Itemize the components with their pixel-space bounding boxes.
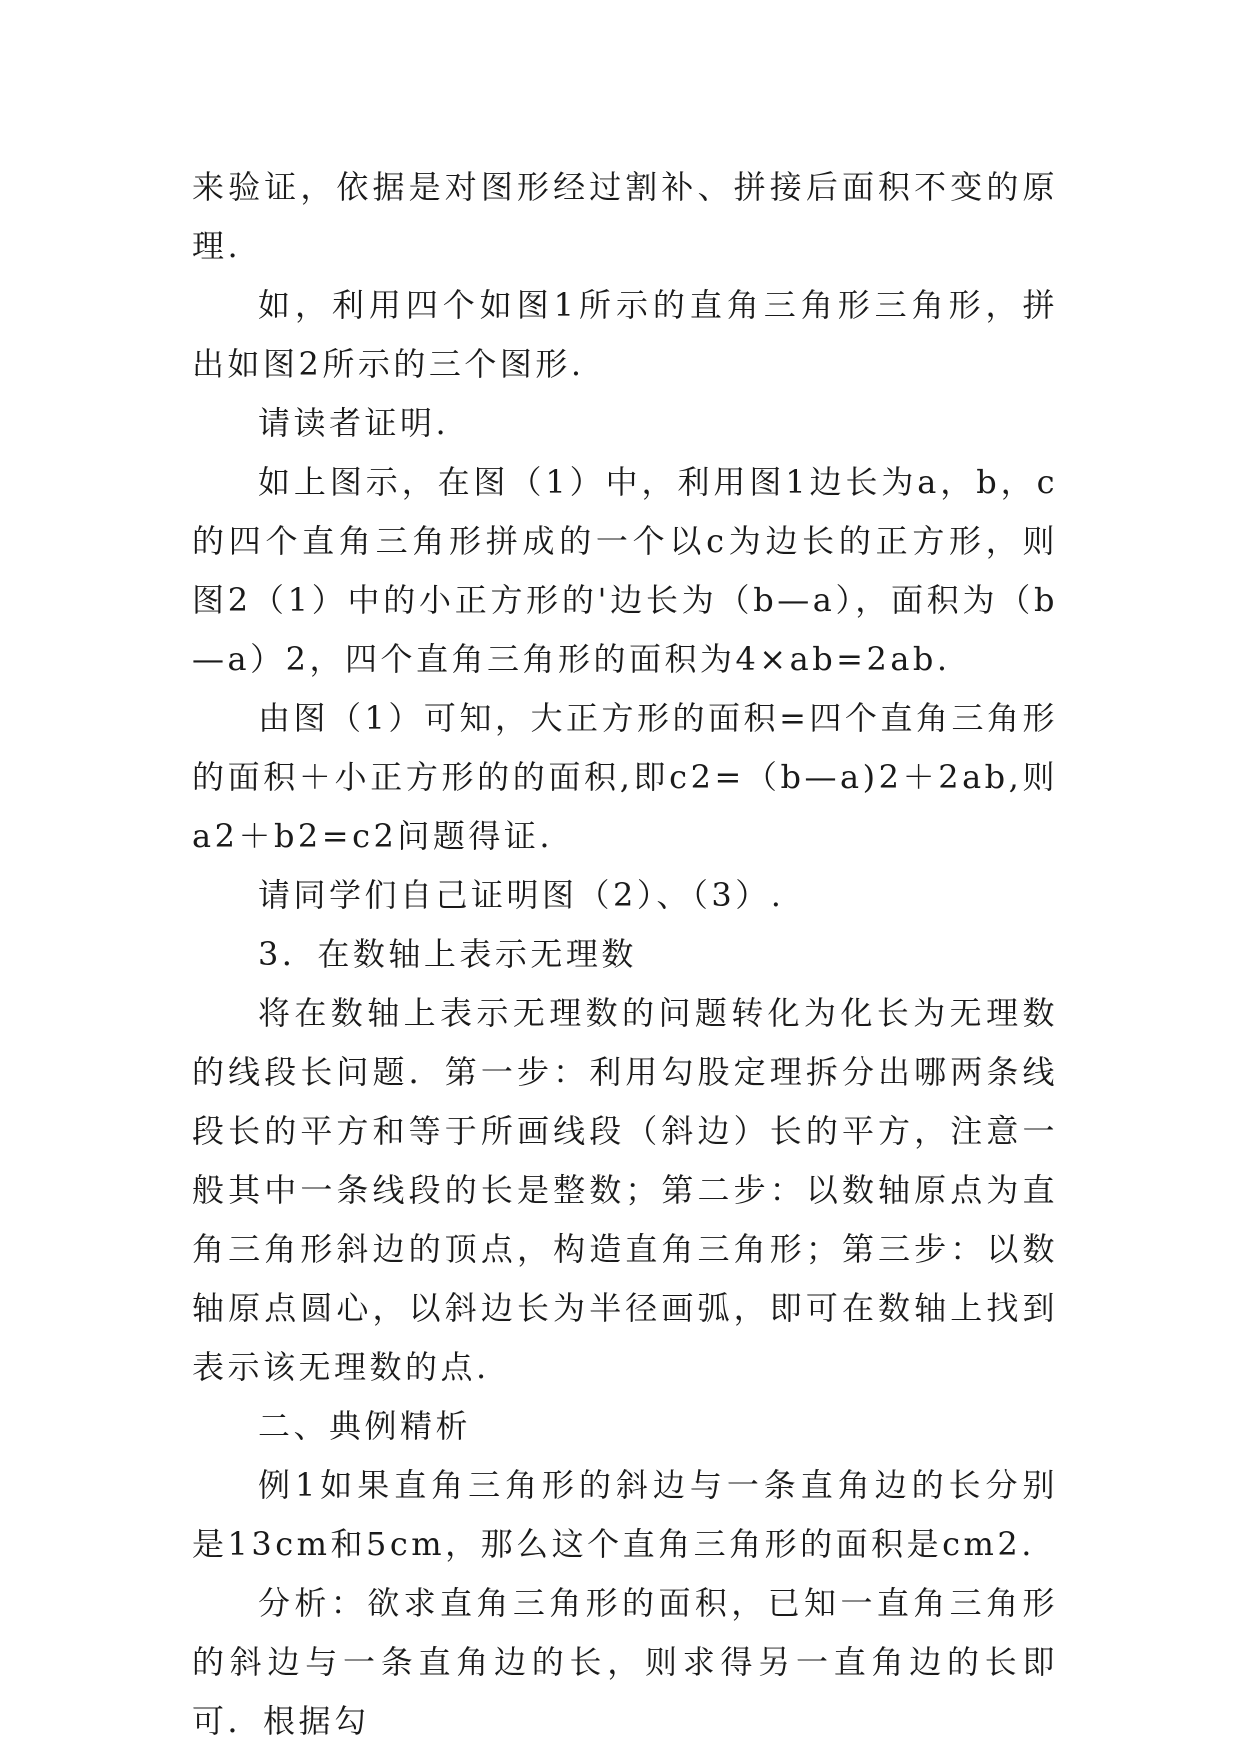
section-heading-number-line: 3．在数轴上表示无理数 bbox=[258, 935, 637, 973]
document-body bbox=[192, 158, 1058, 1751]
paragraph-four-triangles: 如，利用四个如图1所示的直角三角形三角形，拼出如图2所示的三个图形. bbox=[192, 286, 1058, 383]
section-heading-examples: 二、典例精析 bbox=[258, 1407, 472, 1445]
paragraph-reader-proof: 请读者证明. bbox=[258, 404, 450, 442]
paragraph-student-exercise: 请同学们自己证明图（2）、（3）. bbox=[258, 876, 785, 914]
paragraph-figure-1-explanation: 如上图示，在图（1）中，利用图1边长为a，b，c的四个直角三角形拼成的一个以c为边长的正方形，则图2（1）中的小正方形的'边长为（b—a），面积为（b—a）2，四个直角三角形的面积为4×ab=2ab. bbox=[192, 463, 1058, 678]
paragraph-area-equation: 由图（1）可知，大正方形的面积=四个直角三角形的面积＋小正方形的的面积,即c2=（b—a)2＋2ab,则a2＋b2=c2问题得证. bbox=[192, 699, 1058, 855]
paragraph-analysis: 分析：欲求直角三角形的面积，已知一直角三角形的斜边与一条直角边的长，则求得另一直角边的长即可．根据勾 bbox=[192, 1584, 1058, 1740]
paragraph-example-1: 例1如果直角三角形的斜边与一条直角边的长分别是13cm和5cm，那么这个直角三角形的面积是cm2. bbox=[192, 1466, 1058, 1563]
paragraph-area-principle: 来验证，依据是对图形经过割补、拼接后面积不变的原理. bbox=[192, 168, 1058, 265]
paragraph-number-line-steps: 将在数轴上表示无理数的问题转化为化长为无理数的线段长问题．第一步：利用勾股定理拆分出哪两条线段长的平方和等于所画线段（斜边）长的平方，注意一般其中一条线段的长是整数；第二步：以数轴原点为直角三角形斜边的顶点，构造直角三角形；第三步：以数轴原点圆心，以斜边长为半径画弧，即可在数轴上找到表示该无理数的点. bbox=[192, 994, 1058, 1386]
